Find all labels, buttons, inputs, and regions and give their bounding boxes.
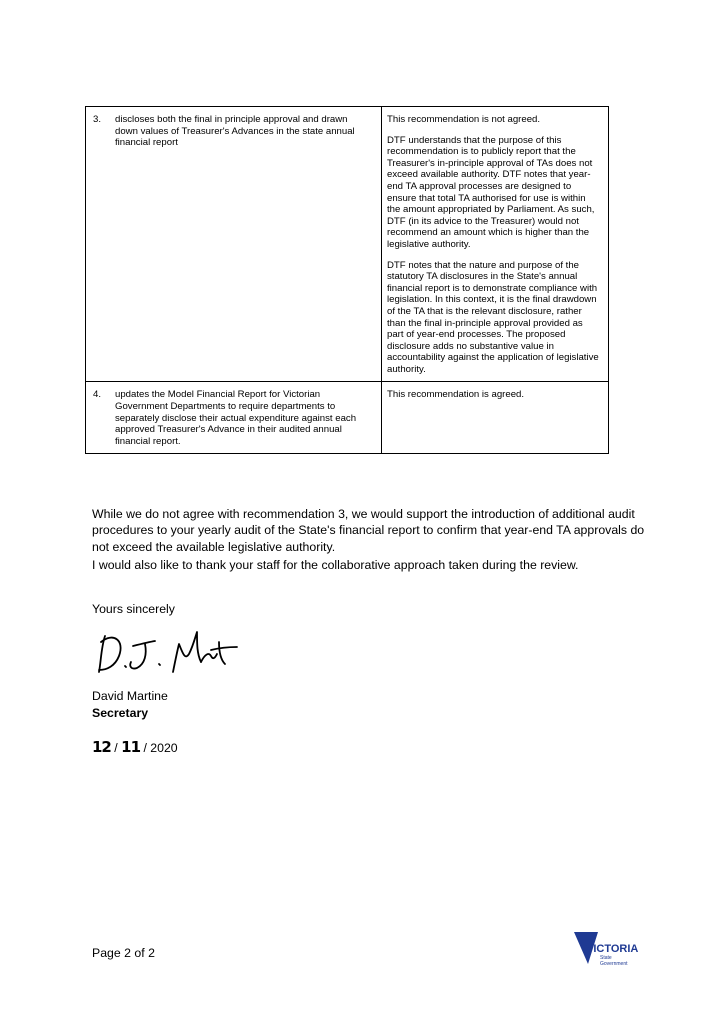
logo-line1: State: [600, 955, 612, 961]
response-paragraph: DTF understands that the purpose of this recommendation is to publicly report that the Treasurer's in-principle approval of TAs does not exceed available authority. DTF notes that year-end TA approval processes are designed to ensure that total TA authorised for use is within the amount appropriated by Parliament. As such, DTF (in its advice to the Treasurer) would not recommend an amount which is higher than the legislative authority.: [387, 134, 595, 250]
recommendation-number: 3.: [93, 114, 102, 125]
recommendation-cell: [86, 107, 382, 382]
recommendation-text: updates the Model Financial Report for Victorian Government Departments to require departments to separately disclose their actual expenditure against each approved Treasurer's Advance in their audited annual financial report.: [115, 389, 357, 447]
logo-line2: Government: [600, 961, 628, 967]
signature-date: [92, 739, 178, 756]
recommendation-cell: [86, 382, 382, 454]
response-paragraph: This recommendation is agreed.: [387, 389, 525, 401]
body-paragraph: I would also like to thank your staff for the collaborative approach taken during the review.: [92, 558, 579, 572]
signature: [93, 624, 243, 687]
page-number: Page 2 of 2: [92, 946, 155, 960]
closing-salutation: Yours sincerely: [92, 602, 175, 616]
date-year: 2020: [150, 741, 178, 755]
response-cell: [382, 107, 609, 382]
recommendation-number: 4.: [93, 389, 102, 401]
date-day: 12: [92, 738, 111, 756]
logo-name: VICTORIA: [586, 943, 639, 955]
response-cell: [382, 382, 609, 454]
signatory-title: Secretary: [92, 706, 149, 720]
victoria-logo: [572, 930, 642, 975]
date-separator: /: [143, 741, 147, 755]
recommendation-text: discloses both the final in principle approval and drawn down values of Treasurer's Advances in the state annual financial report: [115, 114, 355, 149]
recommendations-table: [85, 106, 609, 454]
body-paragraph: While we do not agree with recommendation 3, we would support the introduction of additional audit procedures to your yearly audit of the State's financial report to confirm that year-end TA approvals do not exceed the available legislative authority.: [92, 507, 645, 554]
date-separator: /: [114, 741, 118, 755]
response-paragraph: DTF notes that the nature and purpose of the statutory TA disclosures in the State's annual financial report is to demonstrate compliance with legislation. In this context, it is the final drawdown of the TA that is the relevant disclosure, rather than the final in-principle approval provided as part of year-end processes. The proposed disclosure adds no substantive value in accountability against the application of legislative authority.: [387, 259, 599, 375]
date-month: 11: [121, 738, 141, 756]
signatory-name: David Martine: [92, 689, 168, 703]
table-row: [86, 107, 609, 382]
table-row: [86, 382, 609, 454]
response-paragraph: This recommendation is not agreed.: [387, 114, 541, 125]
